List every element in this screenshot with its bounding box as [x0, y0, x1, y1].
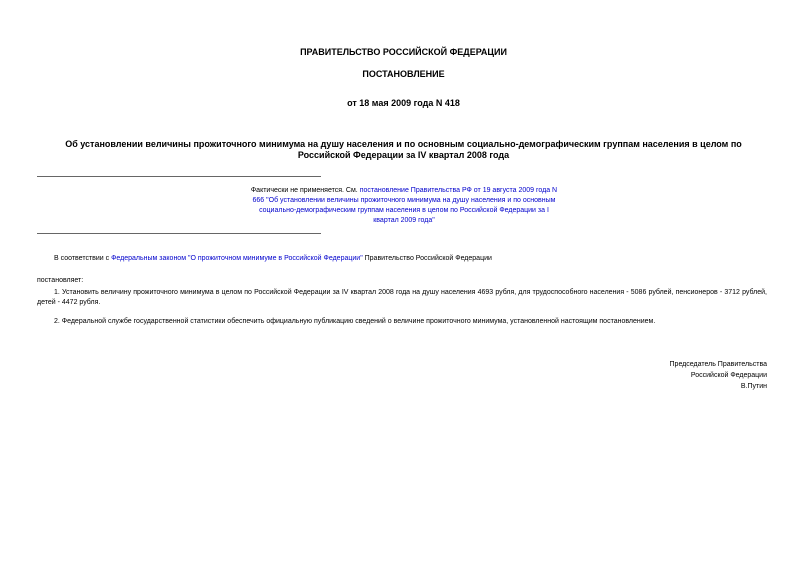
legal-basis-prefix: В соответствии с: [54, 255, 112, 262]
status-note-prefix: Фактически не применяется. См.: [250, 187, 360, 194]
note-divider-top: [37, 176, 321, 177]
document-title: Об установлении величины прожиточного минимума на душу населения и по основным социально-демографическим группам населения в целом по Российской Федерации за IV квартал 2008 года: [65, 139, 742, 160]
document-type-heading: ПОСТАНОВЛЕНИЕ: [362, 69, 445, 79]
legal-basis-paragraph: [54, 254, 774, 264]
legal-basis-suffix: Правительство Российской Федерации: [362, 255, 492, 262]
signatory-position-line1: Председатель Правительства: [669, 361, 767, 368]
signatory-name: В.Путин: [740, 383, 767, 390]
status-note: [250, 186, 558, 226]
government-heading: ПРАВИТЕЛЬСТВО РОССИЙСКОЙ ФЕДЕРАЦИИ: [300, 47, 507, 57]
document-date-number: от 18 мая 2009 года N 418: [347, 98, 460, 108]
clause-2: 2. Федеральной службе государственной статистики обеспечить официальную публикацию сведений о величине прожиточного минимума, установленной настоящим постановлением.: [54, 318, 656, 325]
related-resolution-link[interactable]: постановление Правительства РФ от 19 августа 2009 года N 666 "Об установлении величины прожиточного минимума на душу населения и по основным социально-демографическим группам населения в целом по Российской Федерации за I квартал 2009 года": [252, 187, 558, 224]
resolves-line: постановляет:: [37, 277, 84, 284]
federal-law-link[interactable]: Федеральным законом "О прожиточном минимуме в Российской Федерации": [111, 255, 363, 262]
signature-block: [567, 359, 767, 392]
signatory-position-line2: Российской Федерации: [690, 372, 767, 379]
clause-1: 1. Установить величину прожиточного минимума в целом по Российской Федерации за IV квартал 2008 года на душу населения 4693 рубля, для трудоспособного населения - 5086 рублей, пенсионеров - 3712 рублей, детей - 4472 рубля.: [37, 289, 767, 306]
note-divider-bottom: [37, 233, 321, 234]
